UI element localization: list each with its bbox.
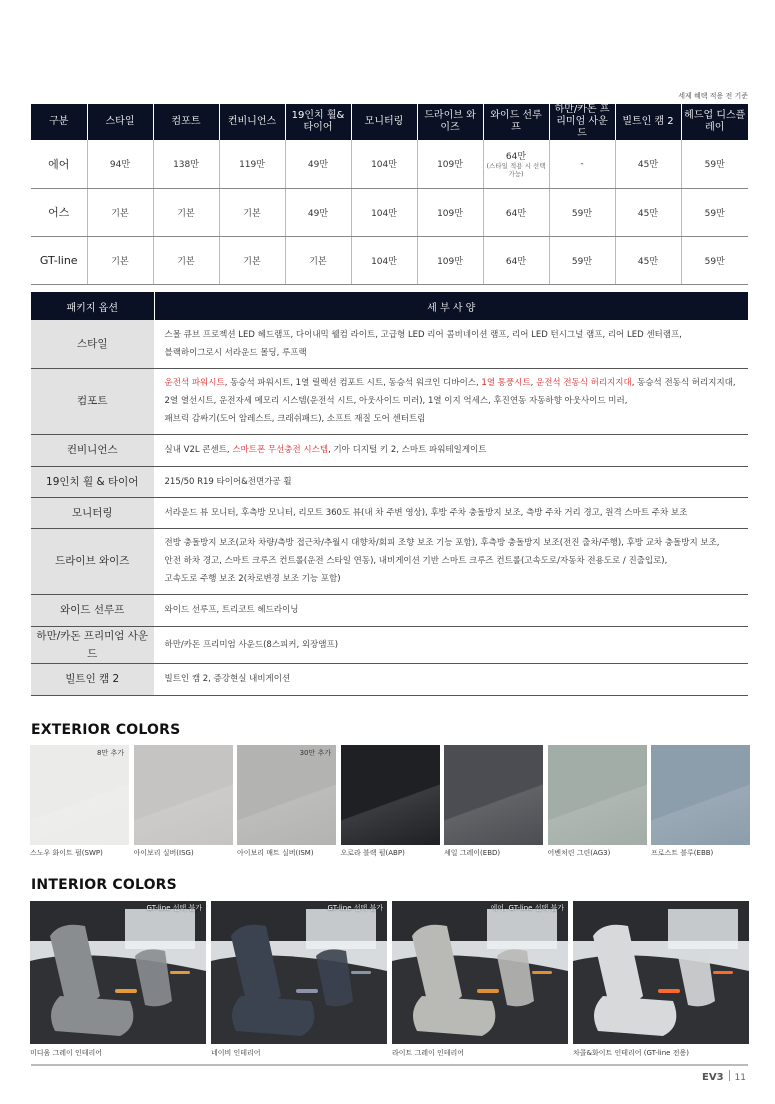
package-row bbox=[31, 466, 748, 497]
detail-text: 전방 충돌방지 보조(교차 차량/측방 접근차/추월시 대향차/회피 조향 보조 기능 포함), 후측방 충돌방지 보조(전진 출차/주행), 후방 교차 충돌방지 보조, bbox=[164, 538, 720, 548]
detail-text: 빌트인 캠 2, 증강현실 내비게이션 bbox=[164, 674, 291, 684]
price-trim: GT-line bbox=[31, 236, 87, 284]
detail-text: 안전 하차 경고, 스마트 크루즈 컨트롤(운전 스타일 연동), 내비게이션 기반 스마트 크루즈 컨트롤(고속도로/자동차 전용도로 / 진출입로), bbox=[164, 556, 668, 566]
package-name: 스타일 bbox=[31, 320, 154, 368]
price-header-cell: 헤드업 디스플레이 bbox=[681, 104, 748, 140]
price-cell bbox=[681, 140, 748, 188]
page-number: 11 bbox=[734, 1073, 746, 1083]
package-detail bbox=[154, 626, 748, 663]
price-cell bbox=[219, 236, 285, 284]
car-seat-icon bbox=[211, 901, 387, 1044]
interior-name: 차콜&화이트 인테리어 (GT-line 전용) bbox=[573, 1049, 689, 1057]
price-cell bbox=[351, 188, 417, 236]
price-row bbox=[31, 140, 748, 188]
price-cell bbox=[483, 188, 549, 236]
package-detail bbox=[154, 594, 748, 626]
car-seat-icon bbox=[392, 901, 568, 1044]
exterior-swatch bbox=[134, 745, 233, 858]
price-cell bbox=[681, 188, 748, 236]
color-name: 아이보리 실버(ISG) bbox=[133, 849, 194, 857]
package-detail bbox=[154, 663, 748, 695]
package-detail bbox=[154, 528, 748, 594]
tax-note: 세제 혜택 적용 전 기준 bbox=[678, 92, 748, 100]
color-name: 프로스트 블루(EBB) bbox=[651, 849, 714, 857]
interior-photo bbox=[392, 901, 568, 1058]
package-detail bbox=[154, 497, 748, 528]
package-name: 하만/카돈 프리미엄 사운드 bbox=[31, 626, 154, 663]
detail-text: 와이드 선루프, 트리코트 헤드라이닝 bbox=[164, 605, 299, 615]
price-cell bbox=[219, 140, 285, 188]
exterior-swatches bbox=[30, 745, 750, 857]
price-value: 45만 bbox=[637, 160, 659, 171]
exterior-swatch bbox=[30, 745, 129, 858]
exterior-colors-title: EXTERIOR COLORS bbox=[31, 722, 181, 738]
detail-text: 서라운드 뷰 모니터, 후측방 모니터, 리모트 360도 뷰(내 차 주변 영상), 후방 주차 충돌방지 보조, 측방 주차 거리 경고, 원격 스마트 주차 보조 bbox=[164, 507, 688, 518]
package-row bbox=[31, 434, 748, 466]
package-row bbox=[31, 663, 748, 695]
interior-image bbox=[392, 901, 568, 1044]
price-value: 49만 bbox=[307, 160, 329, 171]
price-cell bbox=[351, 236, 417, 284]
price-value: 64만 bbox=[505, 152, 527, 163]
package-row bbox=[31, 368, 748, 434]
price-value: 45만 bbox=[637, 256, 659, 267]
color-chip bbox=[444, 745, 543, 845]
detail-text: 하만/카돈 프리미엄 사운드(8스피커, 외장앰프) bbox=[164, 639, 339, 650]
footer-model: EV3 bbox=[702, 1072, 724, 1083]
color-chip bbox=[134, 745, 233, 845]
interior-image bbox=[573, 901, 749, 1044]
interior-photo bbox=[573, 901, 749, 1058]
detail-text: 패브릭 감싸기(도어 암레스트, 크래쉬패드), 소프트 재질 도어 센터트림 bbox=[164, 414, 426, 424]
price-value: 104만 bbox=[371, 256, 397, 267]
price-value: 기본 bbox=[111, 256, 129, 267]
price-cell bbox=[615, 188, 681, 236]
price-value: 109만 bbox=[437, 160, 463, 171]
price-value: 104만 bbox=[371, 160, 397, 171]
price-header-cell: 컴포트 bbox=[153, 104, 219, 140]
package-detail bbox=[154, 368, 748, 434]
package-detail-line bbox=[165, 570, 739, 588]
package-name: 와이드 선루프 bbox=[31, 594, 154, 626]
price-trim: 에어 bbox=[31, 140, 87, 188]
package-detail-line bbox=[165, 410, 739, 428]
package-name: 모니터링 bbox=[31, 497, 154, 528]
price-cell bbox=[417, 188, 483, 236]
price-cell bbox=[87, 140, 153, 188]
price-value: 59만 bbox=[704, 160, 725, 171]
price-header-cell: 드라이브 와이즈 bbox=[417, 104, 483, 140]
package-detail bbox=[154, 466, 748, 497]
price-table bbox=[31, 104, 748, 285]
color-chip bbox=[30, 745, 129, 845]
price-cell bbox=[285, 140, 351, 188]
price-cell bbox=[615, 140, 681, 188]
price-value: 기본 bbox=[243, 256, 261, 267]
price-cell bbox=[87, 236, 153, 284]
detail-text: 블랙하이그로시 서라운드 몰딩, 루프랙 bbox=[164, 347, 307, 358]
price-value: 109만 bbox=[437, 208, 463, 219]
package-detail-line bbox=[165, 344, 739, 362]
price-table-header bbox=[31, 104, 748, 140]
price-value: 138만 bbox=[173, 160, 199, 171]
price-value: 59만 bbox=[571, 256, 593, 267]
interior-image bbox=[211, 901, 387, 1044]
highlighted-option: 운전석 전동식 허리지지대 bbox=[536, 378, 632, 388]
package-detail-line bbox=[165, 441, 739, 459]
price-cell bbox=[615, 236, 681, 284]
price-value: 104만 bbox=[371, 208, 397, 219]
price-value: 59만 bbox=[571, 208, 593, 219]
package-row bbox=[31, 594, 748, 626]
package-row bbox=[31, 626, 748, 663]
package-table bbox=[31, 292, 748, 696]
detail-text: , bbox=[530, 378, 536, 388]
price-value: 59만 bbox=[704, 208, 725, 219]
price-cell bbox=[417, 140, 483, 188]
price-tag: 8만 추가 bbox=[97, 749, 124, 757]
price-cell bbox=[417, 236, 483, 284]
price-header-cell: 빌트인 캠 2 bbox=[615, 104, 681, 140]
price-row bbox=[31, 188, 748, 236]
price-cell bbox=[549, 140, 615, 188]
detail-text: , 기아 디지털 키 2, 스마트 파워테일게이트 bbox=[328, 445, 487, 455]
price-value: 기본 bbox=[111, 208, 129, 219]
detail-text: 2열 열선시트, 운전자세 메모리 시스템(운전석 시트, 아웃사이드 미러), 1열 이지 억세스, 후진연동 자동하향 아웃사이드 미러, bbox=[164, 396, 628, 406]
color-name: 오로라 블랙 펄(ABP) bbox=[340, 849, 405, 857]
exterior-swatch bbox=[341, 745, 440, 858]
color-chip bbox=[651, 745, 750, 845]
package-row bbox=[31, 528, 748, 594]
package-detail-line bbox=[165, 601, 739, 619]
price-header-cell: 구분 bbox=[31, 104, 87, 140]
color-chip bbox=[341, 745, 440, 845]
price-cell bbox=[483, 236, 549, 284]
price-value: - bbox=[580, 158, 584, 169]
detail-text: 215/50 R19 타이어&전면가공 휠 bbox=[164, 476, 292, 487]
color-name: 어벤처린 그린(AG3) bbox=[547, 849, 611, 857]
interior-photo bbox=[211, 901, 387, 1058]
price-cell bbox=[549, 236, 615, 284]
package-name: 컨비니언스 bbox=[31, 434, 154, 466]
price-cell bbox=[153, 140, 219, 188]
detail-text: 스몰 큐브 프로젝션 LED 헤드램프, 다이내믹 웰컴 라이트, 고급형 LED 리어 콤비네이션 램프, 리어 LED 턴시그널 램프, 리어 LED 센터램프, bbox=[164, 329, 682, 340]
exterior-swatch bbox=[651, 745, 750, 858]
package-detail-line bbox=[165, 670, 739, 688]
price-cell bbox=[351, 140, 417, 188]
package-detail bbox=[154, 320, 748, 368]
detail-text: 고속도로 주행 보조 2(차로변경 보조 기능 포함) bbox=[164, 574, 341, 584]
price-header-cell: 컨비니언스 bbox=[219, 104, 285, 140]
price-value: 59만 bbox=[704, 256, 725, 267]
price-value: 기본 bbox=[243, 208, 261, 219]
price-tag: 30만 추가 bbox=[299, 749, 331, 757]
detail-text: 실내 V2L 콘센트, bbox=[164, 445, 233, 455]
interior-photo bbox=[30, 901, 206, 1058]
highlighted-option: 운전석 파워시트 bbox=[164, 378, 225, 388]
package-detail-line bbox=[165, 636, 739, 654]
price-header-cell: 하만/카돈 프리미엄 사운드 bbox=[549, 104, 615, 140]
price-value: 기본 bbox=[177, 256, 195, 267]
color-name: 아이보리 매트 실버(ISM) bbox=[237, 849, 314, 857]
color-name: 스노우 화이트 펄(SWP) bbox=[30, 849, 103, 857]
exterior-swatch bbox=[444, 745, 543, 858]
package-detail bbox=[154, 434, 748, 466]
package-header-detail: 세 부 사 양 bbox=[154, 292, 748, 320]
package-detail-line bbox=[165, 392, 739, 410]
package-row bbox=[31, 497, 748, 528]
exterior-swatch bbox=[237, 745, 336, 858]
package-detail-line bbox=[165, 552, 739, 570]
price-cell bbox=[285, 188, 351, 236]
price-value: 119만 bbox=[239, 160, 265, 171]
interior-colors-title: INTERIOR COLORS bbox=[31, 877, 177, 893]
price-trim: 어스 bbox=[31, 188, 87, 236]
interior-image bbox=[30, 901, 206, 1044]
price-cell bbox=[549, 188, 615, 236]
interior-name: 미디움 그레이 인테리어 bbox=[30, 1049, 103, 1057]
package-name: 빌트인 캠 2 bbox=[31, 663, 154, 695]
package-detail-line bbox=[165, 374, 739, 392]
price-header-cell: 19인치 휠&타이어 bbox=[285, 104, 351, 140]
price-value: 45만 bbox=[637, 208, 659, 219]
exterior-swatch bbox=[548, 745, 647, 858]
price-cell bbox=[483, 140, 549, 188]
price-cell bbox=[219, 188, 285, 236]
price-value: 기본 bbox=[309, 256, 327, 267]
price-value: 49만 bbox=[307, 208, 329, 219]
package-detail-line bbox=[165, 473, 739, 491]
interior-name: 네이비 인테리어 bbox=[211, 1049, 261, 1057]
color-name: 셰일 그레이(EBD) bbox=[444, 849, 501, 857]
price-value: 64만 bbox=[505, 208, 527, 219]
package-name: 19인치 휠 & 타이어 bbox=[31, 466, 154, 497]
price-value: 기본 bbox=[177, 208, 195, 219]
interior-photos bbox=[30, 901, 750, 1061]
package-header-option: 패키지 옵션 bbox=[31, 292, 154, 320]
price-header-cell: 스타일 bbox=[87, 104, 153, 140]
footer-separator bbox=[729, 1070, 730, 1081]
interior-name: 라이트 그레이 인테리어 bbox=[392, 1049, 465, 1057]
page-footer bbox=[702, 1070, 746, 1083]
highlighted-option: 1열 통풍시트 bbox=[481, 378, 531, 388]
price-row bbox=[31, 236, 748, 284]
detail-text: , 동승석 파워시트, 1열 릴렉션 컴포트 시트, 동승석 워크인 디바이스, bbox=[224, 378, 482, 388]
package-row bbox=[31, 320, 748, 368]
price-value: 109만 bbox=[437, 256, 463, 267]
price-cell bbox=[153, 236, 219, 284]
detail-text: , 동승석 전동식 허리지지대, bbox=[631, 378, 736, 388]
price-cell bbox=[285, 236, 351, 284]
color-chip bbox=[237, 745, 336, 845]
option-restriction-tag: 에어, GT-line 선택 불가 bbox=[490, 904, 564, 912]
price-header-cell: 모니터링 bbox=[351, 104, 417, 140]
package-name: 컴포트 bbox=[31, 368, 154, 434]
package-detail-line bbox=[165, 326, 739, 344]
highlighted-option: 스마트폰 무선충전 시스템 bbox=[232, 445, 329, 455]
price-cell bbox=[153, 188, 219, 236]
price-header-cell: 와이드 선루프 bbox=[483, 104, 549, 140]
car-seat-icon bbox=[30, 901, 206, 1044]
color-chip bbox=[548, 745, 647, 845]
package-detail-line bbox=[165, 504, 739, 522]
package-name: 드라이브 와이즈 bbox=[31, 528, 154, 594]
price-value: 94만 bbox=[109, 160, 131, 171]
price-note: (스타일 적용 시 선택 가능) bbox=[486, 162, 546, 179]
price-cell bbox=[87, 188, 153, 236]
footer-divider bbox=[31, 1064, 748, 1066]
package-table-header bbox=[31, 292, 748, 320]
package-detail-line bbox=[165, 534, 739, 552]
price-cell bbox=[681, 236, 748, 284]
option-restriction-tag: GT-line 선택 불가 bbox=[327, 904, 383, 912]
price-value: 64만 bbox=[505, 256, 527, 267]
car-seat-icon bbox=[573, 901, 749, 1044]
option-restriction-tag: GT-line 선택 불가 bbox=[146, 904, 202, 912]
